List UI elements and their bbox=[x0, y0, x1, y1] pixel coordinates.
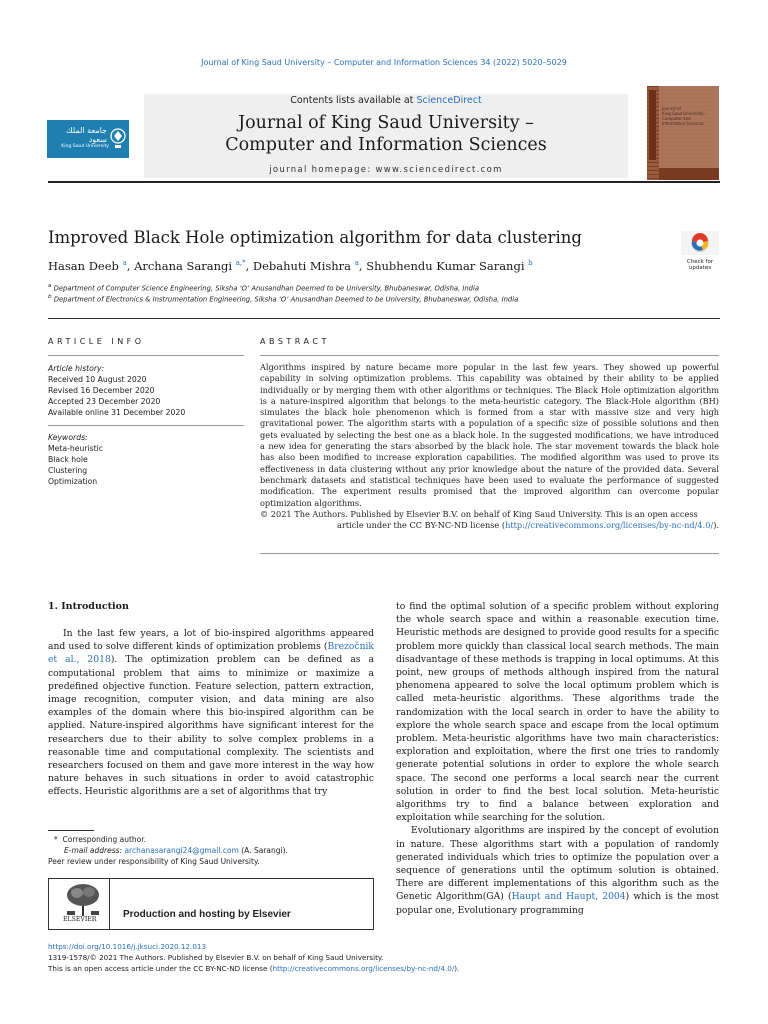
author-list: Hasan Deeb $^a$, Archana Sarangi $^{a,*}$, Debahuti Mishra $^a$, Shubhendu Kumar Sarangi $^b$ bbox=[48, 259, 533, 273]
author-sup[interactable]: a,* bbox=[235, 259, 246, 268]
paragraph bbox=[48, 627, 374, 799]
author-name: Hasan Deeb bbox=[48, 259, 119, 273]
sciencedirect-link[interactable]: ScienceDirect bbox=[416, 95, 482, 106]
author-sup[interactable]: b bbox=[528, 259, 533, 268]
affiliation-text: Department of Electronics & Instrumentation Engineering, Siksha ‘O’ Anusandhan Deemed to be University, Bhubaneswar, Odisha, India bbox=[53, 295, 519, 304]
ksu-logo-arabic: جامعة الملك سعود bbox=[65, 126, 107, 144]
doi-link[interactable] bbox=[48, 942, 206, 951]
citation-link[interactable]: Brezočnik et al., 2018 bbox=[48, 641, 374, 666]
history-item: Accepted 23 December 2020 bbox=[48, 397, 161, 406]
elsevier-tree-icon bbox=[63, 883, 103, 917]
text-run: Evolutionary algorithms are inspired by the concept of evolution in nature. These algorithms start with a population of randomly generated individuals which tries to optimize the population over a sequence of generations until the optimum solution is obtained. There are different implementations of this algorithm such as the Genetic Algorithm(GA) ( bbox=[396, 825, 719, 903]
issn-line: 1319-1578/© 2021 The Authors. Published by Elsevier B.V. on behalf of King Saud University. bbox=[48, 953, 384, 962]
keyword: Black hole bbox=[48, 455, 88, 464]
footnote-email bbox=[64, 846, 288, 855]
keywords-label: Keywords: bbox=[48, 433, 88, 442]
open-access-line bbox=[48, 964, 459, 973]
affiliation-b bbox=[48, 294, 518, 303]
history-item: Received 10 August 2020 bbox=[48, 375, 147, 384]
oa-suffix: ). bbox=[454, 964, 460, 973]
section-rule bbox=[48, 318, 720, 319]
journal-cover bbox=[647, 86, 719, 180]
elsevier-divider bbox=[109, 879, 110, 929]
abstract-body bbox=[260, 362, 719, 531]
cover-line4: Information Sciences bbox=[662, 121, 705, 126]
elsevier-box bbox=[48, 878, 374, 930]
keyword: Clustering bbox=[48, 466, 88, 475]
footnote-text: Corresponding author. bbox=[62, 835, 147, 844]
text-run: ) which is the most popular one, Evolutionary programming bbox=[396, 891, 719, 916]
cover-art-icon bbox=[647, 86, 719, 180]
email-label: E-mail address: bbox=[64, 846, 123, 855]
affiliation-sup: b bbox=[48, 294, 52, 300]
copyright-prefix: article under the CC BY-NC-ND license ( bbox=[336, 520, 506, 531]
journal-title bbox=[144, 112, 628, 156]
copyright-line2 bbox=[260, 520, 719, 531]
author-name: Debahuti Mishra bbox=[252, 259, 352, 273]
abstract-heading: ABSTRACT bbox=[260, 337, 330, 346]
affiliation-a bbox=[48, 283, 479, 292]
citation-link[interactable]: Haupt and Haupt, 2004 bbox=[511, 891, 626, 903]
author-name: Shubhendu Kumar Sarangi bbox=[366, 259, 525, 273]
elsevier-wordmark: ELSEVIER bbox=[63, 916, 97, 923]
text-run: In the last few years, a lot of bio-inspired algorithms appeared and used to solve different kinds of optimization problems ( bbox=[48, 628, 374, 653]
footnote-peer-review: Peer review under responsibility of King Saud University. bbox=[48, 857, 260, 866]
footnote-rule bbox=[48, 830, 94, 831]
article-info-heading: ARTICLE INFO bbox=[48, 337, 145, 346]
doi-url[interactable]: https://doi.org/10.1016/j.jksuci.2020.12.013 bbox=[48, 942, 207, 951]
header-rule bbox=[48, 181, 720, 183]
oa-prefix: This is an open access article under the CC BY-NC-ND license ( bbox=[48, 964, 273, 973]
keyword: Meta-heuristic bbox=[48, 444, 104, 453]
journal-reference[interactable]: Journal of King Saud University – Computer and Information Sciences 34 (2022) 5020–5029 bbox=[201, 58, 567, 67]
history-item: Available online 31 December 2020 bbox=[48, 408, 186, 417]
cover-line2: King Saud University – bbox=[662, 111, 707, 116]
history-item: Revised 16 December 2020 bbox=[48, 386, 155, 395]
body-right-column bbox=[396, 600, 719, 917]
text-run: ). The optimization problem can be defined as a computational problem that aims to minimize or maximize a predefined objective function. Feature selection, pattern extraction, image recognition, computer vision, and data mining are also examples of the domain where this bio-inspired algorithm can be applied. Nature-inspired algorithms have significant interest for the researchers due to their ability to solve complex problems in a reasonable time and computational complexity. The scientists and researchers focused on them and gave more interest in the way how nature behaves in such situations in order to avoid catastrophic effects. Heuristic algorithms are a set of algorithms that try bbox=[48, 654, 374, 798]
ksu-logo-english: King Saud University bbox=[61, 144, 109, 149]
article-title: Improved Black Hole optimization algorithm for data clustering bbox=[48, 228, 582, 247]
body-left-column bbox=[48, 627, 374, 799]
cover-line3: Computer and bbox=[662, 116, 691, 121]
author-name: Archana Sarangi bbox=[134, 259, 233, 273]
email-link[interactable]: archanasarangi24@gmail.com bbox=[124, 846, 239, 855]
crossmark-icon bbox=[681, 231, 719, 255]
contents-prefix: Contents lists available at bbox=[290, 95, 414, 106]
affiliation-text: Department of Computer Science Engineering, Siksha ‘O’ Anusandhan Deemed to be University, Bhubaneswar, Odisha, India bbox=[53, 284, 480, 293]
elsevier-label: Production and hosting by Elsevier bbox=[123, 909, 291, 920]
journal-title-line1: Journal of King Saud University – bbox=[238, 113, 534, 133]
section-heading: 1. Introduction bbox=[48, 601, 129, 612]
cover-line1: Journal of bbox=[662, 106, 681, 111]
license-link[interactable]: http://creativecommons.org/licenses/by-nc-nd/4.0/ bbox=[505, 520, 714, 531]
author-sup[interactable]: a bbox=[122, 259, 127, 268]
journal-homepage bbox=[144, 165, 628, 175]
keyword: Optimization bbox=[48, 477, 98, 486]
cover-title bbox=[662, 106, 707, 126]
paragraph: to find the optimal solution of a specific problem without exploring the whole search space and within a reasonable execution time. Heuristic methods are designed to provide good results for a specific problem more quickly than classical local search methods. The main disadvantage of these methods is trapping in local optimums. At this point, new groups of methods although inspired from the natural phenomena appeared to solve the local optimum problem which is called meta-heuristic algorithms. These algorithms trade the randomization with the local search in order to have the ability to explore the whole search space and escape from the local optimum problem. Meta-heuristic algorithms have two main characteristics: exploration and exploitation, where the first one tries to randomly generate potential solutions in order to explore the whole search space. The second one performs a local search near the current solution in order to find the best local solution. Meta-heuristic algorithms try to find a balance between exploration and exploitation while searching for the solution. bbox=[396, 601, 719, 824]
oa-license-link[interactable]: http://creativecommons.org/licenses/by-nc-nd/4.0/ bbox=[272, 964, 455, 973]
homepage-prefix: journal homepage: bbox=[269, 165, 372, 175]
abstract-bottom-rule bbox=[260, 553, 719, 554]
paragraph bbox=[396, 824, 719, 916]
abstract-text: Algorithms inspired by nature became more popular in the last few years. They showed up powerful capability in solving optimization problems. This capability was obtained by their ability to be applied individually or by merging them with other algorithms or techniques. The Black Hole optimization algorithm is a nature-inspired algorithm that belongs to the meta-heuristic category. The Black-Hole algorithm (BH) simulates the black hole phenomenon which is formed from a star with massive size and very high gravitational power. The algorithm starts with a population of a specific size of possible solutions and then gets evaluated by selecting the best one as a black hole. In the suggested modifications, we have introduced a new idea for generating the stars absorbed by the black hole. The star movement towards the black hole has also been modified to increase exploration capabilities. The modified algorithm was used to prove its effectiveness in data clustering without any prior knowledge about the nature of the provided data. Several benchmark datasets and statistical techniques have been used to evaluate the performance of suggested modification. The experiment results promised that the improved algorithm can overcome popular optimization algorithms. bbox=[260, 362, 719, 508]
abstract-rule bbox=[260, 355, 719, 356]
homepage-url[interactable]: www.sciencedirect.com bbox=[375, 165, 503, 175]
author-sup[interactable]: a bbox=[354, 259, 359, 268]
email-suffix: (A. Sarangi). bbox=[241, 846, 288, 855]
journal-title-line2: Computer and Information Sciences bbox=[225, 135, 547, 155]
crossmark-line2: updates bbox=[688, 265, 712, 271]
check-for-updates-button[interactable] bbox=[681, 231, 719, 271]
keywords-rule bbox=[48, 425, 244, 426]
ksu-logo bbox=[47, 120, 129, 158]
footnote-corresponding bbox=[54, 835, 146, 844]
history-label: Article history: bbox=[48, 364, 105, 373]
crossmark-label bbox=[681, 259, 719, 271]
article-history bbox=[48, 363, 185, 418]
crossmark-line1: Check for bbox=[686, 259, 714, 265]
affiliation-sup: a bbox=[48, 283, 52, 289]
footnote-marker: * bbox=[54, 835, 58, 844]
copyright-suffix: ). bbox=[713, 520, 719, 531]
copyright-line1: © 2021 The Authors. Published by Elsevier B.V. on behalf of King Saud University. This is an open access bbox=[260, 508, 698, 519]
article-info-rule bbox=[48, 355, 244, 356]
contents-line bbox=[144, 95, 628, 106]
keywords-block bbox=[48, 432, 103, 487]
